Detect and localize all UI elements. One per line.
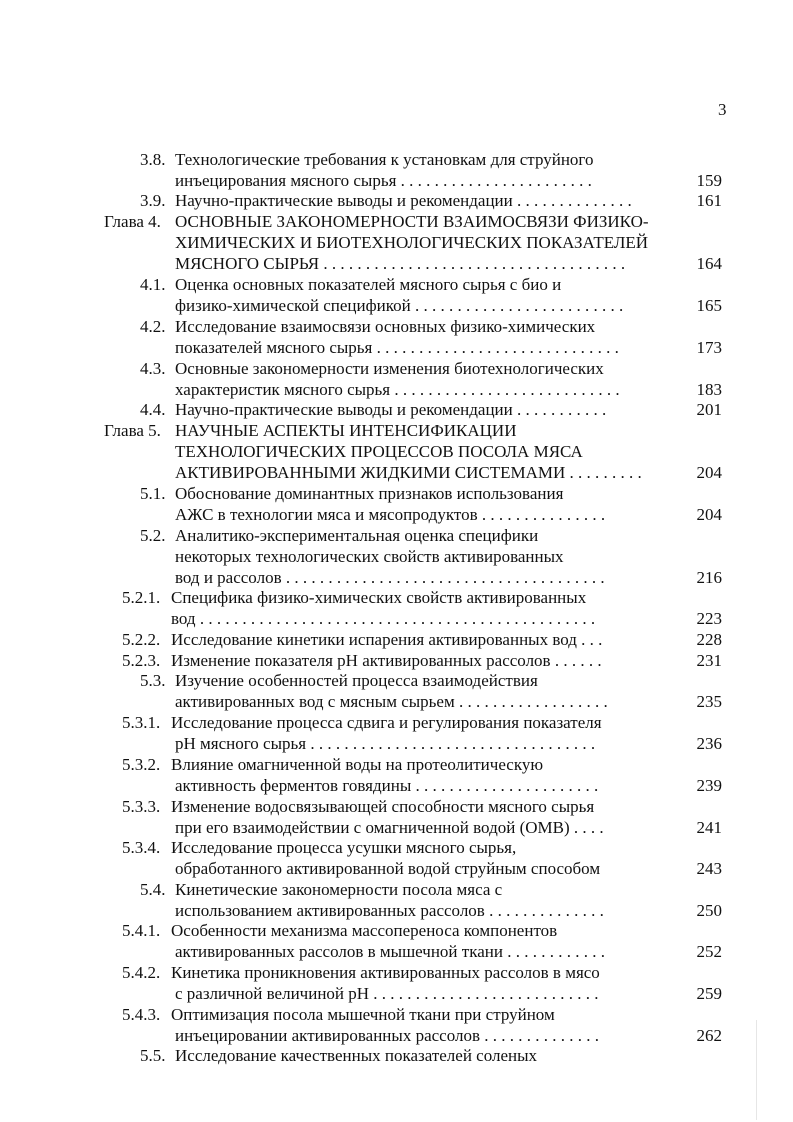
entry-title-line: МЯСНОГО СЫРЬЯ . . . . . . . . . . . . . . . . . . . . . . . . . . . . . . . . . . . . bbox=[175, 254, 626, 273]
entry-title-line: Исследование процесса сдвига и регулирования показателя bbox=[171, 713, 602, 732]
entry-title-line: Основные закономерности изменения биотехнологических bbox=[175, 359, 604, 378]
page-ref: 241 bbox=[696, 818, 722, 837]
chapter-number: Глава 5. bbox=[104, 421, 161, 440]
page-ref: 183 bbox=[696, 380, 722, 399]
entry-title-line: Исследование качественных показателей соленых bbox=[175, 1046, 538, 1065]
entry-title-line: ТЕХНОЛОГИЧЕСКИХ ПРОЦЕССОВ ПОСОЛА МЯСА bbox=[175, 442, 583, 461]
page-ref: 164 bbox=[696, 254, 722, 273]
entry-title-line: ХИМИЧЕСКИХ И БИОТЕХНОЛОГИЧЕСКИХ ПОКАЗАТЕЛЕЙ bbox=[175, 233, 649, 252]
section-number: 5.3.1. bbox=[122, 713, 161, 732]
entry-title-line: вод . . . . . . . . . . . . . . . . . . . . . . . . . . . . . . . . . . . . . . . . . . . . . . . bbox=[171, 609, 596, 628]
page-ref: 228 bbox=[696, 630, 722, 649]
page-ref: 216 bbox=[696, 568, 722, 587]
entry-title-line: Исследование процесса усушки мясного сырья, bbox=[171, 838, 517, 857]
section-number: 5.3.2. bbox=[122, 755, 161, 774]
entry-title-line: при его взаимодействии с омагниченной водой (ОМВ) . . . . bbox=[175, 818, 604, 837]
entry-title-line: характеристик мясного сырья . . . . . . . . . . . . . . . . . . . . . . . . . . . bbox=[175, 380, 620, 399]
page-ref: 259 bbox=[696, 984, 722, 1003]
entry-title-line: активированных вод с мясным сырьем . . . . . . . . . . . . . . . . . . bbox=[175, 692, 608, 711]
entry-title-line: Влияние омагниченной воды на протеолитическую bbox=[171, 755, 544, 774]
page-ref: 204 bbox=[696, 463, 722, 482]
entry-title-line: ОСНОВНЫЕ ЗАКОНОМЕРНОСТИ ВЗАИМОСВЯЗИ ФИЗИКО- bbox=[175, 212, 649, 231]
page-ref: 235 bbox=[696, 692, 722, 711]
entry-title-line: Кинетические закономерности посола мяса с bbox=[175, 880, 503, 899]
entry-title-line: некоторых технологических свойств активированных bbox=[175, 547, 564, 566]
page-ref: 231 bbox=[696, 651, 722, 670]
section-number: 5.1. bbox=[140, 484, 166, 503]
page-ref: 243 bbox=[696, 859, 722, 878]
section-number: 3.9. bbox=[140, 191, 166, 210]
section-number: 4.1. bbox=[140, 275, 166, 294]
section-number: 5.3.4. bbox=[122, 838, 161, 857]
entry-title-line: использованием активированных рассолов . . . . . . . . . . . . . . bbox=[175, 901, 604, 920]
page-ref: 201 bbox=[696, 400, 722, 419]
entry-title-line: Аналитико-экспериментальная оценка специфики bbox=[175, 526, 539, 545]
page-ref: 159 bbox=[696, 171, 722, 190]
entry-title-line: Изучение особенностей процесса взаимодействия bbox=[175, 671, 538, 690]
entry-title-line: АКТИВИРОВАННЫМИ ЖИДКИМИ СИСТЕМАМИ . . . . . . . . . bbox=[175, 463, 642, 482]
entry-title-line: Научно-практические выводы и рекомендации . . . . . . . . . . . bbox=[175, 400, 607, 419]
page-ref: 204 bbox=[696, 505, 722, 524]
chapter-number: Глава 4. bbox=[104, 212, 161, 231]
page-ref: 223 bbox=[696, 609, 722, 628]
entry-title-line: НАУЧНЫЕ АСПЕКТЫ ИНТЕНСИФИКАЦИИ bbox=[175, 421, 517, 440]
page-ref: 165 bbox=[696, 296, 722, 315]
page-number: 3 bbox=[718, 100, 727, 119]
page-ref: 239 bbox=[696, 776, 722, 795]
section-number: 4.4. bbox=[140, 400, 166, 419]
entry-title-line: инъецирования мясного сырья . . . . . . . . . . . . . . . . . . . . . . . bbox=[175, 171, 592, 190]
page-ref: 161 bbox=[696, 191, 722, 210]
section-number: 5.4.2. bbox=[122, 963, 161, 982]
section-number: 3.8. bbox=[140, 150, 166, 169]
entry-title-line: активность ферментов говядины . . . . . . . . . . . . . . . . . . . . . . bbox=[175, 776, 599, 795]
entry-title-line: Кинетика проникновения активированных рассолов в мясо bbox=[171, 963, 600, 982]
entry-title-line: Оптимизация посола мышечной ткани при струйном bbox=[171, 1005, 555, 1024]
section-number: 5.2.1. bbox=[122, 588, 161, 607]
section-number: 5.3. bbox=[140, 671, 166, 690]
page-ref: 173 bbox=[696, 338, 722, 357]
entry-title-line: Научно-практические выводы и рекомендации . . . . . . . . . . . . . . bbox=[175, 191, 632, 210]
section-number: 5.4.3. bbox=[122, 1005, 161, 1024]
entry-title-line: вод и рассолов . . . . . . . . . . . . . . . . . . . . . . . . . . . . . . . . . . . . . . bbox=[175, 568, 605, 587]
entry-title-line: АЖС в технологии мяса и мясопродуктов . . . . . . . . . . . . . . . bbox=[175, 505, 606, 524]
entry-title-line: Исследование взаимосвязи основных физико-химических bbox=[175, 317, 596, 336]
entry-title-line: Оценка основных показателей мясного сырья с био и bbox=[175, 275, 562, 294]
entry-title-line: Специфика физико-химических свойств активированных bbox=[171, 588, 587, 607]
scan-edge-mark bbox=[756, 1020, 757, 1120]
section-number: 5.2. bbox=[140, 526, 166, 545]
section-number: 5.2.3. bbox=[122, 651, 161, 670]
entry-title-line: Изменение показателя pH активированных рассолов . . . . . . bbox=[171, 651, 602, 670]
entry-title-line: активированных рассолов в мышечной ткани . . . . . . . . . . . . bbox=[175, 942, 605, 961]
entry-title-line: Особенности механизма массопереноса компонентов bbox=[171, 921, 558, 940]
entry-title-line: Исследование кинетики испарения активированных вод . . . bbox=[171, 630, 603, 649]
page-ref: 250 bbox=[696, 901, 722, 920]
entry-title-line: показателей мясного сырья . . . . . . . . . . . . . . . . . . . . . . . . . . . . . bbox=[175, 338, 619, 357]
page-ref: 252 bbox=[696, 942, 722, 961]
entry-title-line: обработанного активированной водой струйным способом bbox=[175, 859, 601, 878]
page-ref: 262 bbox=[696, 1026, 722, 1045]
section-number: 5.2.2. bbox=[122, 630, 161, 649]
page-ref: 236 bbox=[696, 734, 722, 753]
section-number: 5.4. bbox=[140, 880, 166, 899]
entry-title-line: Обоснование доминантных признаков использования bbox=[175, 484, 564, 503]
section-number: 5.3.3. bbox=[122, 797, 161, 816]
entry-title-line: Технологические требования к установкам для струйного bbox=[175, 150, 594, 169]
section-number: 5.4.1. bbox=[122, 921, 161, 940]
entry-title-line: физико-химической спецификой . . . . . . . . . . . . . . . . . . . . . . . . . bbox=[175, 296, 624, 315]
entry-title-line: pH мясного сырья . . . . . . . . . . . . . . . . . . . . . . . . . . . . . . . . . . bbox=[175, 734, 596, 753]
section-number: 5.5. bbox=[140, 1046, 166, 1065]
entry-title-line: инъецировании активированных рассолов . . . . . . . . . . . . . . bbox=[175, 1026, 599, 1045]
entry-title-line: Изменение водосвязывающей способности мясного сырья bbox=[171, 797, 595, 816]
section-number: 4.2. bbox=[140, 317, 166, 336]
entry-title-line: с различной величиной pH . . . . . . . . . . . . . . . . . . . . . . . . . . . bbox=[175, 984, 599, 1003]
section-number: 4.3. bbox=[140, 359, 166, 378]
